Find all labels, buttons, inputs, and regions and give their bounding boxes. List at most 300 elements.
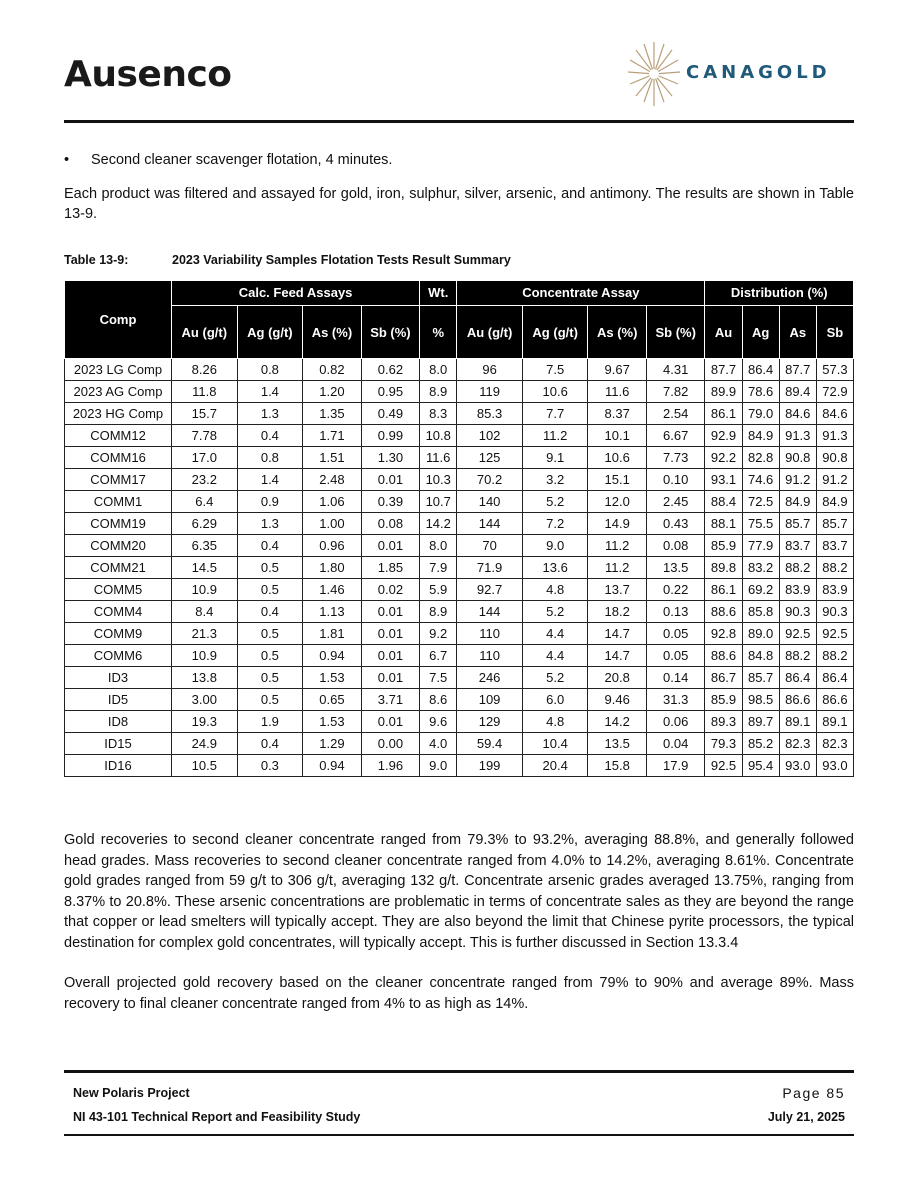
table-cell-comp: COMM4: [65, 601, 172, 623]
table-cell-comp: COMM6: [65, 645, 172, 667]
table-cell: 0.01: [361, 623, 419, 645]
table-cell: 11.6: [420, 447, 457, 469]
table-cell: 1.96: [361, 755, 419, 777]
table-cell: 8.37: [588, 403, 646, 425]
table-row: [65, 513, 854, 535]
col-header-conc-sb: Sb (%): [646, 306, 704, 359]
table-cell: 88.1: [705, 513, 742, 535]
table-cell: 8.3: [420, 403, 457, 425]
table-cell: 1.53: [303, 667, 361, 689]
table-cell: 0.65: [303, 689, 361, 711]
table-cell: 0.05: [646, 645, 704, 667]
page-header: [64, 38, 854, 122]
table-cell: 0.01: [361, 535, 419, 557]
table-cell: 4.8: [522, 579, 588, 601]
table-cell: 8.6: [420, 689, 457, 711]
table-cell: 89.4: [779, 381, 816, 403]
table-row: [65, 425, 854, 447]
table-cell: 88.2: [816, 645, 853, 667]
table-cell: 0.39: [361, 491, 419, 513]
table-cell: 10.9: [172, 645, 238, 667]
table-cell: 74.6: [742, 469, 779, 491]
col-group-dist: Distribution (%): [705, 281, 854, 306]
col-group-wt: Wt.: [420, 281, 457, 306]
table-cell: 110: [457, 623, 523, 645]
table-cell: 88.4: [705, 491, 742, 513]
table-cell: 246: [457, 667, 523, 689]
table-cell: 0.8: [237, 359, 303, 381]
table-cell: 10.8: [420, 425, 457, 447]
table-cell: 5.2: [522, 491, 588, 513]
table-cell: 5.2: [522, 601, 588, 623]
table-cell: 9.0: [420, 755, 457, 777]
table-cell: 8.4: [172, 601, 238, 623]
table-cell: 0.14: [646, 667, 704, 689]
table-cell: 84.6: [816, 403, 853, 425]
table-cell: 109: [457, 689, 523, 711]
table-row: [65, 733, 854, 755]
table-cell: 86.4: [816, 667, 853, 689]
table-cell: 15.8: [588, 755, 646, 777]
table-cell: 92.5: [816, 623, 853, 645]
table-cell: 1.30: [361, 447, 419, 469]
table-cell: 0.4: [237, 535, 303, 557]
table-cell: 82.3: [779, 733, 816, 755]
table-cell: 0.5: [237, 579, 303, 601]
table-cell: 1.9: [237, 711, 303, 733]
table-cell: 23.2: [172, 469, 238, 491]
table-cell: 1.00: [303, 513, 361, 535]
table-cell-comp: COMM5: [65, 579, 172, 601]
table-caption-number: Table 13-9:: [64, 253, 129, 267]
table-cell: 13.8: [172, 667, 238, 689]
col-header-conc-ag: Ag (g/t): [522, 306, 588, 359]
table-cell-comp: ID15: [65, 733, 172, 755]
footer-page-number: Page 85: [782, 1085, 845, 1101]
table-cell: 95.4: [742, 755, 779, 777]
table-cell: 85.8: [742, 601, 779, 623]
table-cell: 11.2: [522, 425, 588, 447]
col-header-feed-sb: Sb (%): [361, 306, 419, 359]
table-cell: 1.3: [237, 403, 303, 425]
table-cell: 10.5: [172, 755, 238, 777]
col-header-comp: Comp: [65, 281, 172, 359]
table-cell: 0.5: [237, 689, 303, 711]
table-cell: 75.5: [742, 513, 779, 535]
results-table: [64, 280, 854, 777]
table-cell: 13.6: [522, 557, 588, 579]
table-row: [65, 645, 854, 667]
table-cell: 1.80: [303, 557, 361, 579]
table-cell: 1.51: [303, 447, 361, 469]
table-cell: 79.3: [705, 733, 742, 755]
table-cell: 90.8: [779, 447, 816, 469]
table-cell: 21.3: [172, 623, 238, 645]
table-cell: 82.8: [742, 447, 779, 469]
table-cell: 102: [457, 425, 523, 447]
table-cell: 0.01: [361, 711, 419, 733]
table-caption: [64, 250, 854, 270]
table-cell: 0.4: [237, 601, 303, 623]
table-cell: 93.0: [779, 755, 816, 777]
table-cell-comp: COMM1: [65, 491, 172, 513]
table-cell: 1.13: [303, 601, 361, 623]
footer-bottom-rule: [64, 1134, 854, 1136]
table-cell: 93.0: [816, 755, 853, 777]
table-cell: 7.5: [522, 359, 588, 381]
table-cell: 89.3: [705, 711, 742, 733]
table-cell-comp: COMM20: [65, 535, 172, 557]
table-cell-comp: ID16: [65, 755, 172, 777]
table-cell: 0.01: [361, 667, 419, 689]
table-cell: 0.02: [361, 579, 419, 601]
table-cell: 96: [457, 359, 523, 381]
table-cell: 85.2: [742, 733, 779, 755]
table-cell-comp: COMM21: [65, 557, 172, 579]
table-cell: 144: [457, 513, 523, 535]
table-cell: 1.3: [237, 513, 303, 535]
table-row: [65, 689, 854, 711]
table-cell: 6.35: [172, 535, 238, 557]
bullet-text: Second cleaner scavenger flotation, 4 minutes.: [91, 152, 393, 168]
table-cell: 88.2: [779, 557, 816, 579]
table-cell: 88.2: [779, 645, 816, 667]
table-cell: 92.9: [705, 425, 742, 447]
col-group-feed: Calc. Feed Assays: [172, 281, 420, 306]
table-cell: 85.9: [705, 535, 742, 557]
table-cell: 9.46: [588, 689, 646, 711]
table-cell: 1.46: [303, 579, 361, 601]
table-cell: 199: [457, 755, 523, 777]
table-cell: 4.4: [522, 645, 588, 667]
table-cell: 14.2: [588, 711, 646, 733]
table-cell: 0.01: [361, 469, 419, 491]
table-cell: 10.9: [172, 579, 238, 601]
table-cell: 59.4: [457, 733, 523, 755]
bullet-item: [64, 150, 854, 170]
table-row: [65, 755, 854, 777]
col-header-feed-ag: Ag (g/t): [237, 306, 303, 359]
table-cell: 11.2: [588, 557, 646, 579]
table-cell: 4.4: [522, 623, 588, 645]
table-cell-comp: ID5: [65, 689, 172, 711]
table-cell: 72.5: [742, 491, 779, 513]
discussion: [64, 830, 854, 1034]
table-cell: 0.95: [361, 381, 419, 403]
table-row: [65, 623, 854, 645]
table-cell: 9.67: [588, 359, 646, 381]
table-cell: 86.4: [742, 359, 779, 381]
table-cell: 88.2: [816, 557, 853, 579]
col-header-feed-au: Au (g/t): [172, 306, 238, 359]
table-cell: 0.62: [361, 359, 419, 381]
table-row: [65, 447, 854, 469]
table-cell: 0.06: [646, 711, 704, 733]
footer-project: New Polaris Project: [73, 1086, 190, 1100]
table-row: [65, 469, 854, 491]
table-cell: 2.54: [646, 403, 704, 425]
table-cell: 10.6: [522, 381, 588, 403]
table-cell: 84.6: [779, 403, 816, 425]
table-cell: 14.2: [420, 513, 457, 535]
table-cell: 92.2: [705, 447, 742, 469]
table-cell: 14.7: [588, 623, 646, 645]
table-cell: 129: [457, 711, 523, 733]
table-cell: 86.1: [705, 403, 742, 425]
table-cell: 0.00: [361, 733, 419, 755]
table-cell: 4.0: [420, 733, 457, 755]
col-header-conc-as: As (%): [588, 306, 646, 359]
table-cell: 83.2: [742, 557, 779, 579]
table-cell: 0.43: [646, 513, 704, 535]
table-cell: 125: [457, 447, 523, 469]
sunburst-icon: [626, 38, 682, 108]
table-row: [65, 601, 854, 623]
table-cell: 71.9: [457, 557, 523, 579]
table-row: [65, 359, 854, 381]
table-cell: 11.6: [588, 381, 646, 403]
bullet-dot-icon: •: [64, 152, 70, 168]
ausenco-logo-text: Ausenco: [64, 54, 232, 95]
table-cell: 31.3: [646, 689, 704, 711]
table-cell: 86.1: [705, 579, 742, 601]
table-cell: 91.3: [816, 425, 853, 447]
table-cell: 9.1: [522, 447, 588, 469]
table-cell: 8.0: [420, 359, 457, 381]
col-header-dist-as: As: [779, 306, 816, 359]
table-cell: 1.85: [361, 557, 419, 579]
table-cell: 0.05: [646, 623, 704, 645]
table-cell: 70.2: [457, 469, 523, 491]
table-row: [65, 535, 854, 557]
recovery-paragraph: Gold recoveries to second cleaner concentrate ranged from 79.3% to 93.2%, averaging 88.8%, and generally followed head grades. Mass recoveries to second cleaner concentrate ranged from 4.0% to 14.2%, averaging 8.61%. Concentrate gold grades ranged from 59 g/t to 306 g/t, averaging 132 g/t. Concentrate arsenic grades averaged 13.75%, ranging from 8.37% to 20.8%. These arsenic concentrations are problematic in terms of concentrate sales as they are beyond the range that copper or lead smelters will typically accept. They are also beyond the limit that Chinese pyrite processors, the typical destination for complex gold concentrates, will typically accept. This is further discussed in Section 13.3.4: [64, 832, 854, 951]
table-cell: 13.5: [588, 733, 646, 755]
table-cell: 2.48: [303, 469, 361, 491]
table-cell: 1.35: [303, 403, 361, 425]
table-cell: 0.96: [303, 535, 361, 557]
table-cell-comp: COMM9: [65, 623, 172, 645]
table-cell: 7.5: [420, 667, 457, 689]
table-cell: 3.71: [361, 689, 419, 711]
footer-date: July 21, 2025: [767, 1110, 845, 1124]
table-cell: 8.9: [420, 601, 457, 623]
table-cell: 89.8: [705, 557, 742, 579]
table-cell: 17.0: [172, 447, 238, 469]
table-cell: 144: [457, 601, 523, 623]
col-header-dist-au: Au: [705, 306, 742, 359]
table-cell: 1.06: [303, 491, 361, 513]
table-cell: 6.4: [172, 491, 238, 513]
table-cell: 83.9: [816, 579, 853, 601]
table-caption-title: 2023 Variability Samples Flotation Tests Result Summary: [172, 253, 511, 267]
table-cell-comp: 2023 HG Comp: [65, 403, 172, 425]
table-cell: 0.04: [646, 733, 704, 755]
table-cell: 91.2: [779, 469, 816, 491]
intro-paragraph: Each product was filtered and assayed for gold, iron, sulphur, silver, arsenic, and antimony. The results are shown in Table 13-9.: [64, 186, 854, 222]
table-cell: 0.10: [646, 469, 704, 491]
table-cell: 9.0: [522, 535, 588, 557]
table-cell-comp: COMM12: [65, 425, 172, 447]
table-cell: 70: [457, 535, 523, 557]
table-cell: 6.67: [646, 425, 704, 447]
table-cell: 10.3: [420, 469, 457, 491]
table-cell: 110: [457, 645, 523, 667]
table-cell: 6.0: [522, 689, 588, 711]
table-cell: 0.13: [646, 601, 704, 623]
table-cell: 5.9: [420, 579, 457, 601]
table-cell: 93.1: [705, 469, 742, 491]
table-cell: 0.5: [237, 623, 303, 645]
table-cell: 1.20: [303, 381, 361, 403]
table-cell: 0.49: [361, 403, 419, 425]
table-cell: 86.4: [779, 667, 816, 689]
table-cell: 9.2: [420, 623, 457, 645]
table-cell: 86.7: [705, 667, 742, 689]
table-cell: 7.2: [522, 513, 588, 535]
canagold-logo-text: CANAGOLD: [686, 62, 831, 83]
table-cell: 0.8: [237, 447, 303, 469]
table-cell: 14.7: [588, 645, 646, 667]
table-cell: 1.4: [237, 381, 303, 403]
table-cell-comp: 2023 AG Comp: [65, 381, 172, 403]
table-cell: 1.71: [303, 425, 361, 447]
canagold-logo: [626, 38, 846, 108]
table-cell: 89.9: [705, 381, 742, 403]
table-cell: 6.7: [420, 645, 457, 667]
table-body: [65, 359, 854, 777]
table-row: [65, 579, 854, 601]
table-cell: 90.8: [816, 447, 853, 469]
table-cell: 83.9: [779, 579, 816, 601]
table-cell: 89.1: [816, 711, 853, 733]
col-header-feed-as: As (%): [303, 306, 361, 359]
table-cell: 82.3: [816, 733, 853, 755]
table-cell: 87.7: [779, 359, 816, 381]
table-cell-comp: 2023 LG Comp: [65, 359, 172, 381]
table-cell: 0.08: [361, 513, 419, 535]
table-cell: 20.8: [588, 667, 646, 689]
table-cell: 0.5: [237, 557, 303, 579]
table-cell: 85.9: [705, 689, 742, 711]
col-header-dist-sb: Sb: [816, 306, 853, 359]
table-cell: 92.8: [705, 623, 742, 645]
table-cell: 89.1: [779, 711, 816, 733]
table-cell: 88.6: [705, 645, 742, 667]
table-cell: 88.6: [705, 601, 742, 623]
col-header-wt-pct: %: [420, 306, 457, 359]
table-cell: 15.7: [172, 403, 238, 425]
table-cell: 92.5: [779, 623, 816, 645]
table-cell: 57.3: [816, 359, 853, 381]
table-cell: 84.8: [742, 645, 779, 667]
table-cell: 86.6: [779, 689, 816, 711]
table-cell: 15.1: [588, 469, 646, 491]
table-cell: 8.0: [420, 535, 457, 557]
table-cell: 85.3: [457, 403, 523, 425]
table-cell: 8.9: [420, 381, 457, 403]
table-cell: 12.0: [588, 491, 646, 513]
table-cell: 20.4: [522, 755, 588, 777]
table-cell: 5.2: [522, 667, 588, 689]
table-cell: 91.2: [816, 469, 853, 491]
table-cell: 1.4: [237, 469, 303, 491]
table-cell: 0.01: [361, 601, 419, 623]
col-header-conc-au: Au (g/t): [457, 306, 523, 359]
main-content: [64, 150, 854, 777]
table-cell: 0.94: [303, 755, 361, 777]
table-cell: 0.4: [237, 733, 303, 755]
table-cell: 0.99: [361, 425, 419, 447]
table-cell: 7.9: [420, 557, 457, 579]
table-cell-comp: COMM16: [65, 447, 172, 469]
table-cell: 1.53: [303, 711, 361, 733]
table-cell: 89.0: [742, 623, 779, 645]
table-cell: 7.7: [522, 403, 588, 425]
table-cell: 90.3: [816, 601, 853, 623]
table-cell: 0.01: [361, 645, 419, 667]
table-cell: 98.5: [742, 689, 779, 711]
table-cell: 1.29: [303, 733, 361, 755]
table-cell: 10.1: [588, 425, 646, 447]
table-cell-comp: ID8: [65, 711, 172, 733]
table-cell: 85.7: [779, 513, 816, 535]
table-cell: 0.4: [237, 425, 303, 447]
table-cell: 92.7: [457, 579, 523, 601]
table-cell: 0.3: [237, 755, 303, 777]
table-cell: 13.7: [588, 579, 646, 601]
table-cell: 10.6: [588, 447, 646, 469]
table-cell: 2.45: [646, 491, 704, 513]
ausenco-logo: [64, 54, 232, 95]
table-row: [65, 403, 854, 425]
table-cell: 79.0: [742, 403, 779, 425]
table-cell: 86.6: [816, 689, 853, 711]
table-cell: 14.5: [172, 557, 238, 579]
table-cell: 0.9: [237, 491, 303, 513]
table-cell: 77.9: [742, 535, 779, 557]
table-row: [65, 667, 854, 689]
table-cell: 10.4: [522, 733, 588, 755]
table-cell: 69.2: [742, 579, 779, 601]
table-cell: 9.6: [420, 711, 457, 733]
table-cell: 24.9: [172, 733, 238, 755]
table-cell: 0.82: [303, 359, 361, 381]
table-row: [65, 491, 854, 513]
table-cell: 14.9: [588, 513, 646, 535]
table-cell: 72.9: [816, 381, 853, 403]
table-cell: 3.2: [522, 469, 588, 491]
table-cell: 4.8: [522, 711, 588, 733]
overall-paragraph: Overall projected gold recovery based on the cleaner concentrate ranged from 79% to 90% and average 89%. Mass recovery to final cleaner concentrate ranged from 4% to as high as 14%.: [64, 975, 854, 1012]
table-cell-comp: COMM19: [65, 513, 172, 535]
table-cell: 7.82: [646, 381, 704, 403]
table-cell: 85.7: [816, 513, 853, 535]
table-cell: 78.6: [742, 381, 779, 403]
col-header-dist-ag: Ag: [742, 306, 779, 359]
table-cell: 17.9: [646, 755, 704, 777]
table-cell: 7.73: [646, 447, 704, 469]
table-cell: 91.3: [779, 425, 816, 447]
table-row: [65, 557, 854, 579]
table-row: [65, 381, 854, 403]
table-cell-comp: COMM17: [65, 469, 172, 491]
table-cell: 92.5: [705, 755, 742, 777]
table-cell: 0.94: [303, 645, 361, 667]
table-cell: 3.00: [172, 689, 238, 711]
table-cell: 83.7: [779, 535, 816, 557]
table-cell: 0.5: [237, 645, 303, 667]
table-cell: 19.3: [172, 711, 238, 733]
